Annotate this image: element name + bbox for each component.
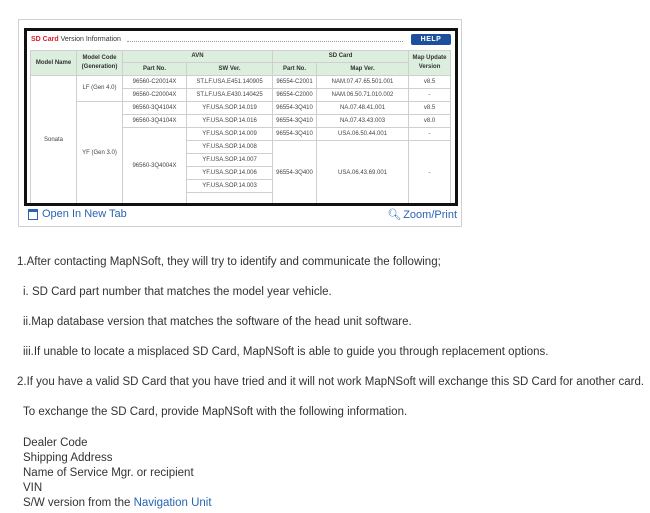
item-1-i: i. SD Card part number that matches the model year vehicle. — [23, 286, 332, 298]
header-model-name: Model Name — [31, 51, 77, 76]
info-service-mgr: Name of Service Mgr. or recipient — [23, 467, 194, 479]
header-avn-part-no: Part No. — [123, 63, 187, 76]
table-row: Sonata LF (Gen 4.0) 96560-C20014X ST.LF.USA.E451.140905 96554-C2001 NAM.07.47.65.501.001 v8.5 — [31, 76, 451, 89]
model-code-yf: YF (Gen 3.0) — [77, 102, 123, 206]
info-sw-version: S/W version from the Navigation Unit — [23, 497, 212, 509]
version-table — [30, 50, 451, 206]
open-in-new-tab-link[interactable]: Open In New Tab — [28, 208, 127, 220]
item-1-iii: iii.If unable to locate a misplaced SD Card, MapNSoft is able to guide you through replacement options. — [23, 346, 549, 358]
item-1-ii: ii.Map database version that matches the software of the head unit software. — [23, 316, 412, 328]
header-sd-card: SD Card — [273, 51, 409, 63]
sd-card-version-figure — [18, 19, 462, 227]
info-dealer-code: Dealer Code — [23, 437, 88, 449]
new-tab-icon — [28, 209, 38, 220]
panel-title: SD Card Version Information — [31, 36, 121, 43]
info-vin: VIN — [23, 482, 43, 494]
header-map-ver: Map Ver. — [317, 63, 409, 76]
table-row: YF.USA.SOP.14.003 — [31, 180, 451, 193]
header-sd-part-no: Part No. — [273, 63, 317, 76]
version-info-panel — [24, 28, 458, 206]
help-button[interactable]: HELP — [411, 34, 451, 45]
yf-avn-part-cell: 96560-3Q4004X — [123, 128, 187, 206]
model-code-lf: LF (Gen 4.0) — [77, 76, 123, 102]
table-row: YF.USA.SOP.14.006 — [31, 167, 451, 180]
zoom-print-link[interactable]: 🔍︎ Zoom/Print — [387, 209, 457, 221]
yf-update-cell: - — [409, 141, 451, 206]
exchange-instructions: To exchange the SD Card, provide MapNSoft with the following information. — [23, 406, 408, 418]
header-sw-ver: SW Ver. — [187, 63, 273, 76]
yf-sd-part-cell: 96554-3Q400 — [273, 141, 317, 206]
table-row: YF.USA.SOP.14.008 96554-3Q400 USA.06.43.69.001 - — [31, 141, 451, 154]
header-map-update: Map Update Version — [409, 51, 451, 76]
header-avn: AVN — [123, 51, 273, 63]
item-1: 1.After contacting MapNSoft, they will try to identify and communicate the following; — [17, 256, 441, 268]
item-2: 2.If you have a valid SD Card that you have tried and it will not work MapNSoft will exchange this SD Card for another card. — [17, 376, 645, 388]
info-shipping-address: Shipping Address — [23, 452, 113, 464]
magnifier-icon: 🔍︎ — [387, 209, 402, 221]
table-row: 96560-C20004X ST.LF.USA.E430.140425 96554-C2000 NAM.06.50.71.010.002 - — [31, 89, 451, 102]
dotted-divider — [127, 41, 403, 42]
table-row: YF (Gen 3.0) 96560-3Q4104X YF.USA.SOP.14.019 96554-3Q410 NA.07.48.41.001 v8.5 — [31, 102, 451, 115]
navigation-unit-link[interactable]: Navigation Unit — [133, 497, 212, 509]
header-model-code: Model Code (Generation) — [77, 51, 123, 76]
panel-header — [27, 31, 455, 49]
table-row: 96560-3Q4104X YF.USA.SOP.14.016 96554-3Q410 NA.07.43.43.003 v8.0 — [31, 115, 451, 128]
table-row: YF.USA.SOP.14.007 — [31, 154, 451, 167]
model-name-cell: Sonata — [31, 76, 77, 206]
table-row: 96560-3Q4004X YF.USA.SOP.14.009 96554-3Q410 USA.06.50.44.001 - — [31, 128, 451, 141]
yf-map-ver-cell: USA.06.43.69.001 — [317, 141, 409, 206]
figure-link-bar — [19, 206, 461, 224]
